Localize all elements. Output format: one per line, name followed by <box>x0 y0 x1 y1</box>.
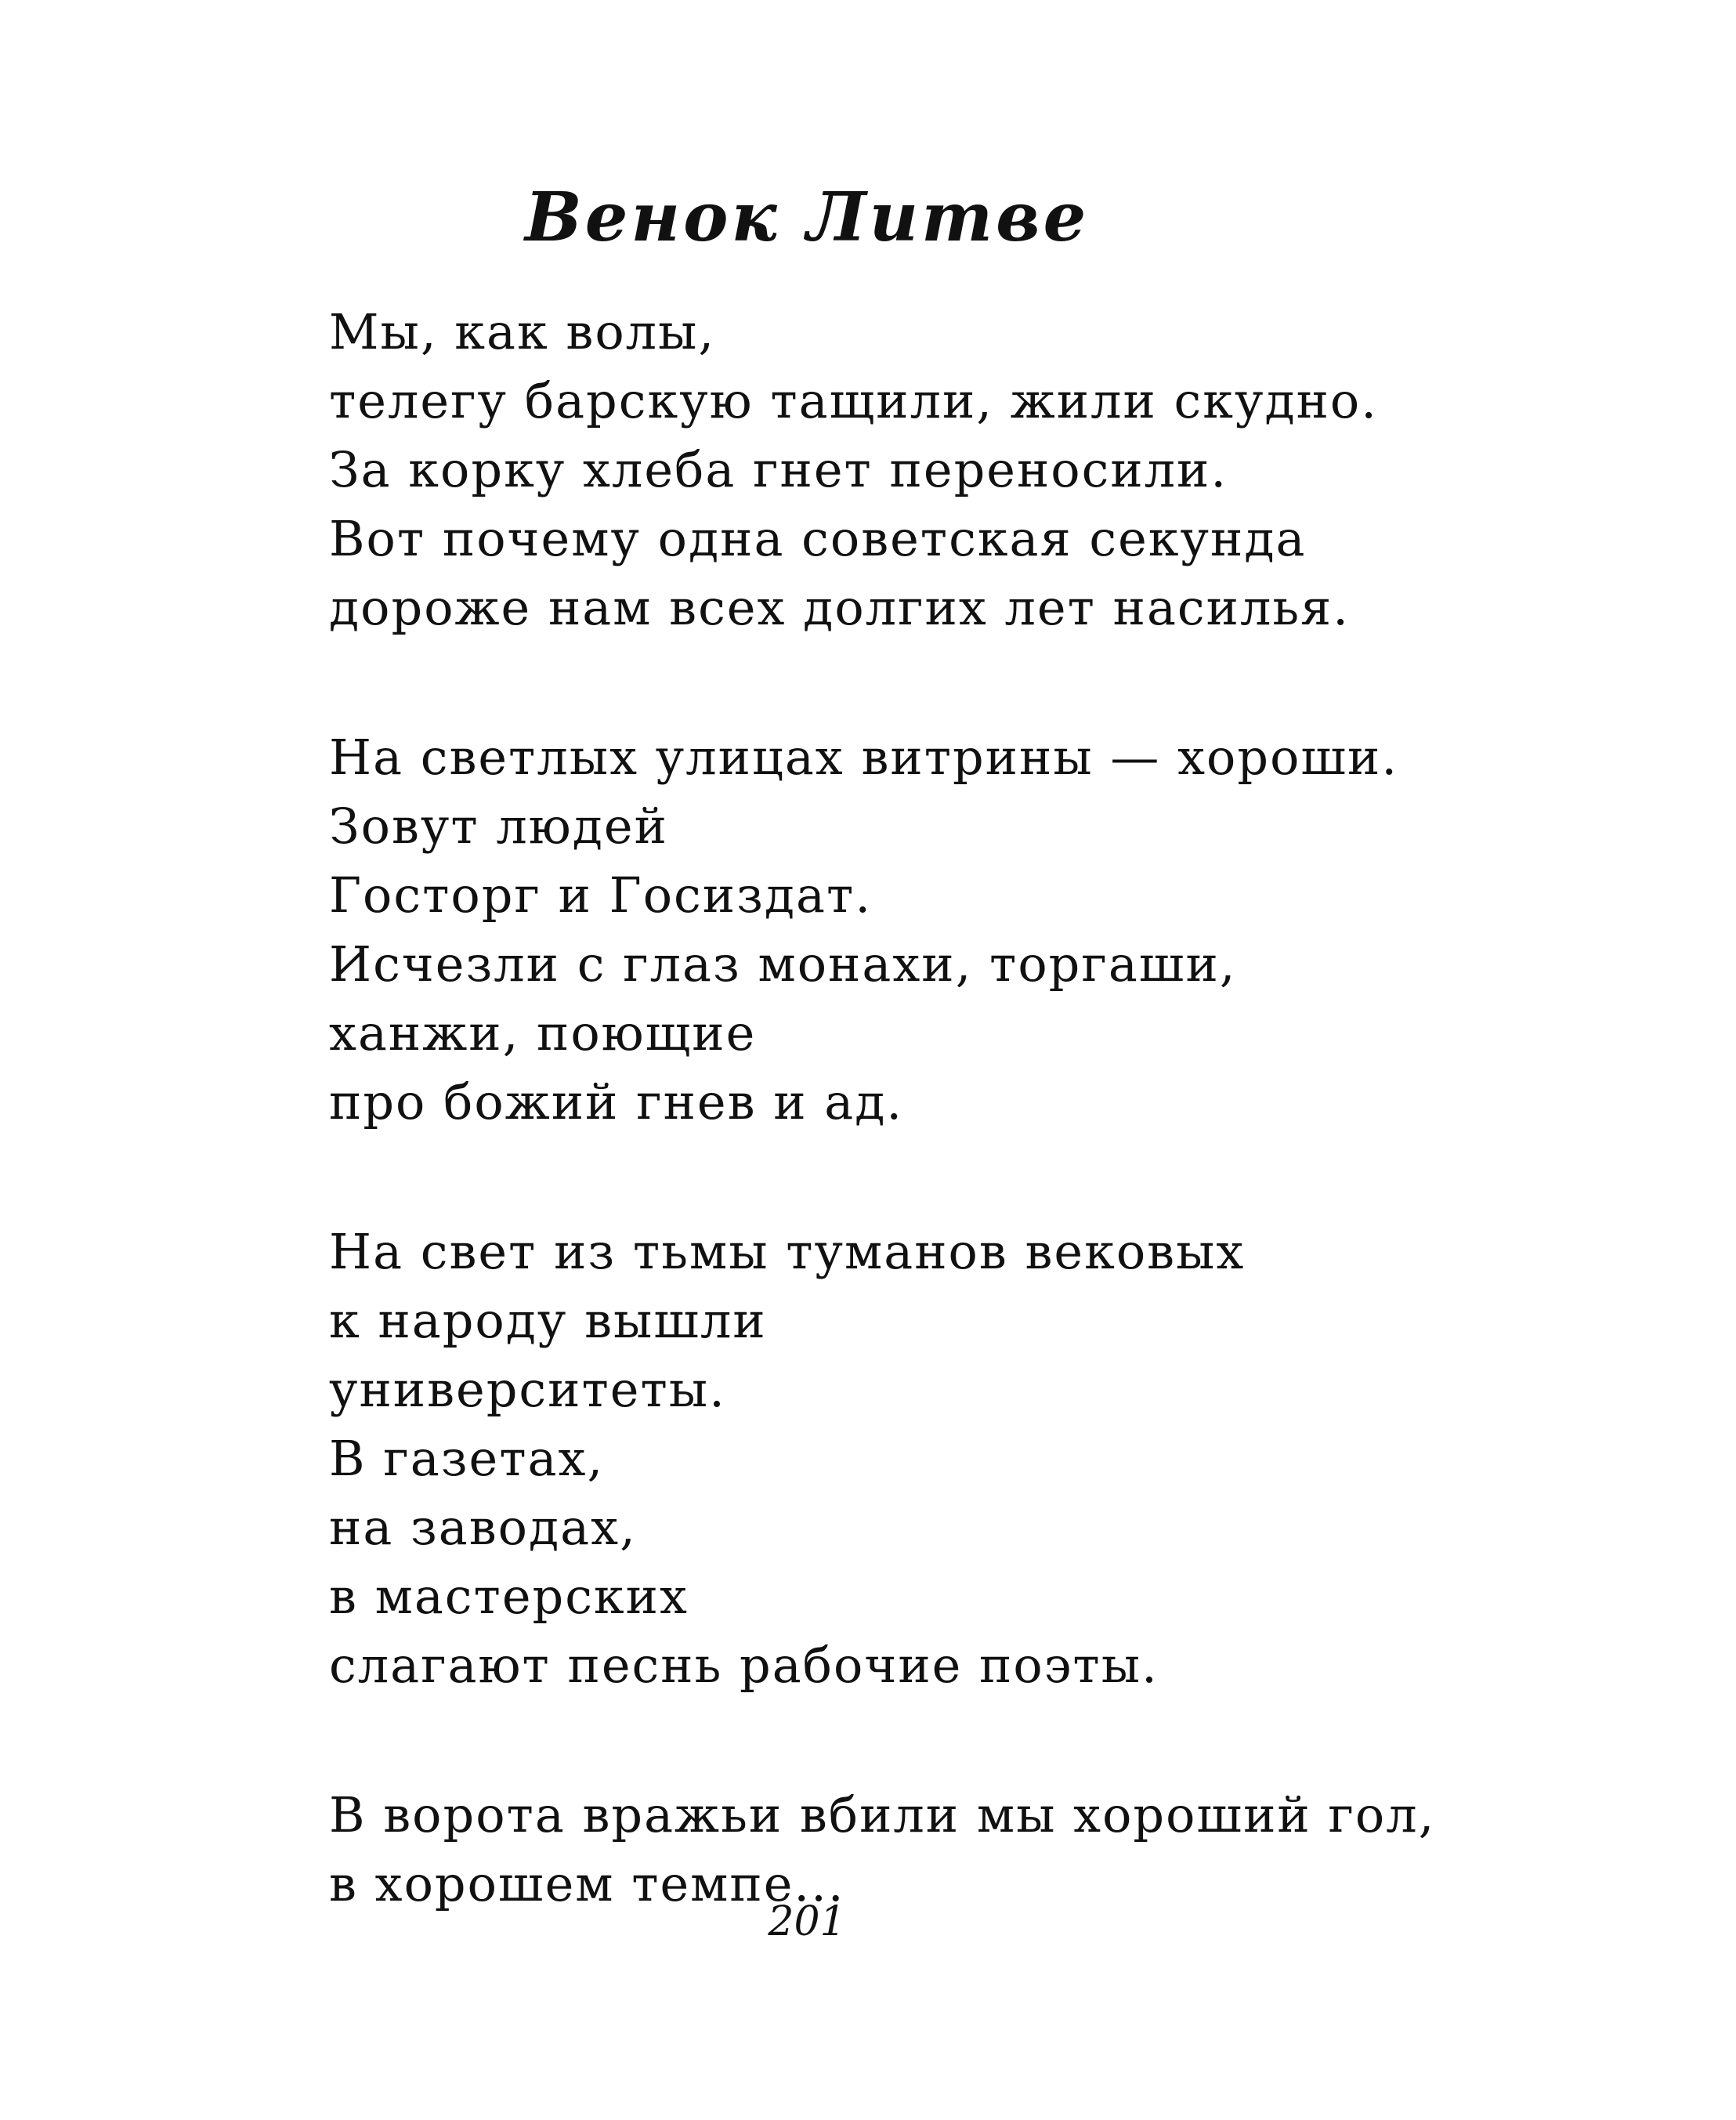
poem-line: Вот почему одна советская секунда <box>329 510 1307 567</box>
poem-line: университеты. <box>329 1361 726 1418</box>
poem-line: в мастерских <box>329 1568 689 1625</box>
stanza-3 <box>329 1217 1661 1700</box>
poem-line: дороже нам всех долгих лет насилья. <box>329 579 1350 636</box>
poem-line: на заводах, <box>329 1499 637 1556</box>
poem-line: ханжи, поющие <box>329 1004 757 1062</box>
poem-line: Зовут людей <box>329 798 668 855</box>
poem-line: Госторг и Госиздат. <box>329 866 873 924</box>
poem-line: в хорошем темпе... <box>329 1855 845 1912</box>
poem-line: Мы, как волы, <box>329 303 716 360</box>
poem-line: На свет из тьмы туманов вековых <box>329 1223 1246 1280</box>
poem-body <box>329 298 1661 1999</box>
poem-line: к народу вышли <box>329 1292 767 1349</box>
stanza-2 <box>329 723 1661 1137</box>
poem-line: В газетах, <box>329 1430 605 1487</box>
poem-line: Исчезли с глаз монахи, торгаши, <box>329 935 1237 993</box>
page-number: 201 <box>768 1898 846 1945</box>
poem-line: слагают песнь рабочие поэты. <box>329 1637 1159 1694</box>
stanza-4 <box>329 1781 1661 1919</box>
poem-line: На светлых улицах витрины — хороши. <box>329 729 1399 786</box>
poem-title: Венок Литве <box>525 178 1090 257</box>
stanza-1 <box>329 298 1661 642</box>
poem-line: За корку хлеба гнет переносили. <box>329 441 1228 498</box>
poem-line: телегу барскую тащили, жили скудно. <box>329 372 1378 429</box>
poem-line: про божий гнев и ад. <box>329 1073 904 1131</box>
poem-line: В ворота вражьи вбили мы хороший гол, <box>329 1786 1436 1843</box>
